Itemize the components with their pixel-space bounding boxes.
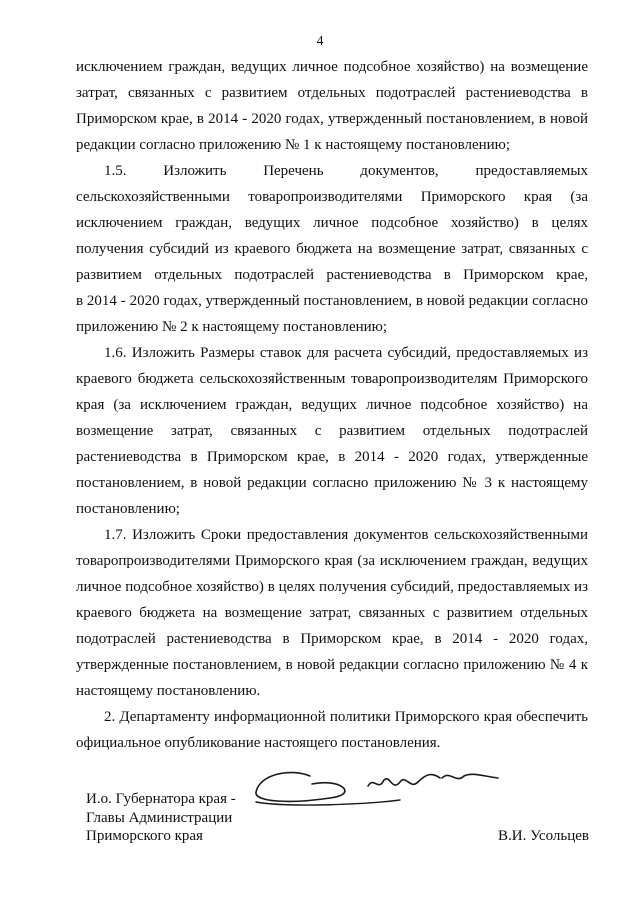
body-line: растениеводства в Приморском крае, в 2014 - 2020 годах, утвержденные — [76, 449, 588, 465]
body-line: постановлению; — [76, 501, 180, 517]
body-line: настоящему постановлению. — [76, 683, 261, 699]
handwritten-signature — [250, 764, 510, 809]
body-line: 1.5. Изложить Перечень документов, предоставляемых — [104, 163, 588, 179]
body-line: товаропроизводителями Приморского края (за исключением граждан, ведущих — [76, 553, 588, 569]
body-line: края (за исключением граждан, ведущих личное подсобное хозяйство) на — [76, 397, 588, 413]
body-line: Приморском крае, в 2014 - 2020 годах, утвержденный постановлением, в новой — [76, 111, 588, 127]
signatory-title-line: И.о. Губернатора края - — [86, 791, 236, 807]
body-line: затрат, связанных с развитием отдельных подотраслей растениеводства в — [76, 85, 588, 101]
body-line: официальное опубликование настоящего постановления. — [76, 735, 441, 751]
body-line: 1.7. Изложить Сроки предоставления документов сельскохозяйственными — [104, 527, 588, 543]
body-line: краевого бюджета сельскохозяйственным товаропроизводителям Приморского — [76, 371, 588, 387]
signatory-name: В.И. Усольцев — [498, 828, 589, 844]
signatory-title-line: Приморского края — [86, 828, 203, 844]
body-line: редакции согласно приложению № 1 к настоящему постановлению; — [76, 137, 511, 153]
body-line: сельскохозяйственными товаропроизводителями Приморского края (за — [76, 189, 588, 205]
body-line: возмещение затрат, связанных с развитием отдельных подотраслей — [76, 423, 588, 439]
signatory-title-line: Главы Администрации — [86, 810, 233, 826]
body-line: 2. Департаменту информационной политики Приморского края обеспечить — [104, 709, 588, 725]
body-line: утвержденные постановлением, в новой редакции согласно приложению № 4 к — [76, 657, 588, 673]
body-line: 1.6. Изложить Размеры ставок для расчета субсидий, предоставляемых из — [104, 345, 588, 361]
page-number: 4 — [316, 34, 324, 49]
body-line: приложению № 2 к настоящему постановлению; — [76, 319, 388, 335]
body-line: исключением граждан, ведущих личное подсобное хозяйство) на возмещение — [76, 59, 588, 75]
body-line: исключением граждан, ведущих личное подсобное хозяйство) в целях — [76, 215, 588, 231]
body-line: в 2014 - 2020 годах, утвержденный постановлением, в новой редакции согласно — [76, 293, 588, 309]
body-line: развитием отдельных подотраслей растениеводства в Приморском крае, — [76, 267, 588, 283]
body-line: личное подсобное хозяйство) в целях получения субсидий, предоставляемых из — [76, 579, 588, 595]
body-line: краевого бюджета на возмещение затрат, связанных с развитием отдельных — [76, 605, 588, 621]
body-line: подотраслей растениеводства в Приморском крае, в 2014 - 2020 годах, — [76, 631, 588, 647]
body-line: получения субсидий из краевого бюджета на возмещение затрат, связанных с — [76, 241, 588, 257]
body-line: постановлением, в новой редакции согласно приложению № 3 к настоящему — [76, 475, 588, 491]
